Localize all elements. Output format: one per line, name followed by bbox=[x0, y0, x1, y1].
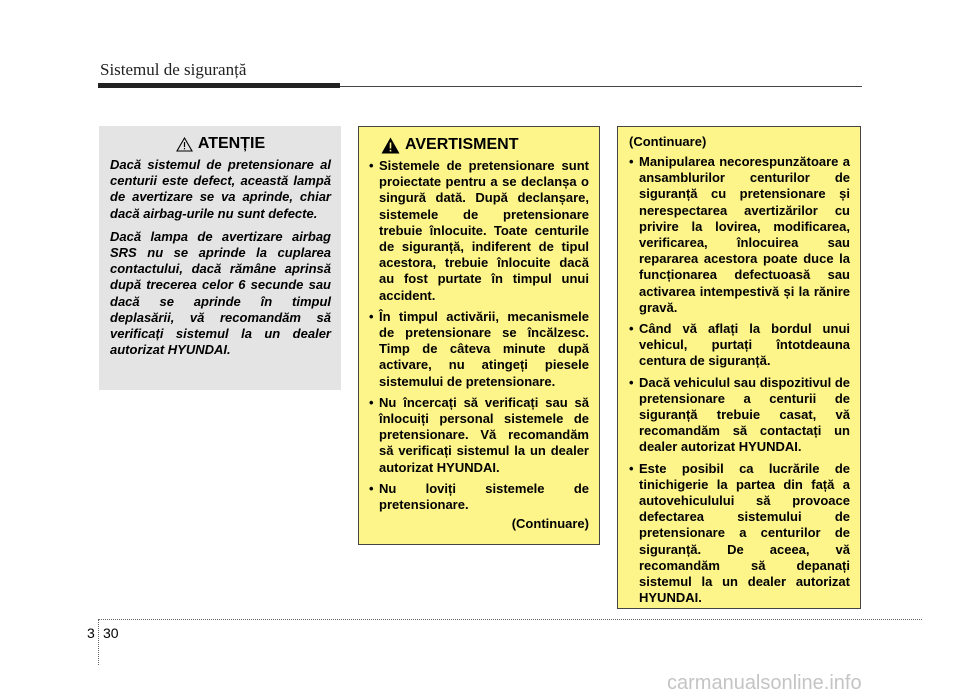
chapter-number: 3 bbox=[87, 625, 95, 641]
continued-heading: (Continuare) bbox=[629, 134, 707, 149]
warning-list-item: • Nu loviți sistemele de pretensionare. bbox=[369, 481, 589, 513]
continued-label: (Continuare) bbox=[511, 516, 589, 532]
caution-triangle-icon bbox=[176, 137, 193, 152]
header-rule-thick bbox=[98, 83, 340, 88]
warning-list-item: • Este posibil ca lucrările de tinichigerie la partea din față a autovehiculului să provoace defectarea sistemului de pretensionare a centurilor de siguranță. De aceea, vă recomandăm să depanați sistemul la un dealer autorizat HYUNDAI. bbox=[629, 461, 850, 607]
warning-heading-label: AVERTISMENT bbox=[405, 136, 519, 153]
caution-paragraph: Dacă lampa de avertizare airbag SRS nu se aprinde la cuplarea contactului, dacă rămâne aprinsă după trecerea celor 6 secunde sau dacă se aprinde în timpul deplasării, vă recomandăm să verificați sistemul la un dealer autorizat HYUNDAI. bbox=[110, 228, 331, 358]
caution-box bbox=[99, 126, 341, 390]
warning-continued-list bbox=[629, 154, 850, 606]
footer-dotted-divider bbox=[98, 619, 99, 665]
warning-list bbox=[369, 158, 589, 513]
warning-list-item: • În timpul activării, mecanismele de pretensionare se încălzesc. Timp de câteva minute după activare, nu atingeți piesele sistemului de pretensionare. bbox=[369, 309, 589, 390]
page-number: 30 bbox=[103, 625, 119, 641]
warning-list-item: • Când vă aflați la bordul unui vehicul, purtați întotdeauna centura de siguranță. bbox=[629, 321, 850, 370]
warning-list-item: • Dacă vehiculul sau dispozitivul de pretensionare a centurii de siguranță trebuie casat, vă recomandăm să contactați un dealer autorizat HYUNDAI. bbox=[629, 375, 850, 456]
watermark: carmanualsonline.info bbox=[667, 672, 862, 694]
warning-list-item: • Nu încercați să verificați sau să înlocuiți personal sistemele de pretensionare. Vă recomandăm să verificați sistemul la un dealer autorizat HYUNDAI. bbox=[369, 395, 589, 476]
page-header-title: Sistemul de siguranță bbox=[100, 60, 247, 79]
caution-heading bbox=[110, 135, 331, 153]
caution-heading-label: ATENȚIE bbox=[197, 135, 266, 152]
warning-box bbox=[358, 126, 600, 545]
header-rule-thin bbox=[340, 86, 862, 87]
warning-list-item: • Manipularea necorespunzătoare a ansamblurilor centurilor de siguranță cu pretensionare și nerespectarea avertizărilor cu privire la lovirea, modificarea, verificarea, înlocuirea sau repararea acestora poate duce la funcționarea defectuoasă sau activarea intempestivă și la rănire gravă. bbox=[629, 154, 850, 316]
caution-paragraph: Dacă sistemul de pretensionare al centurii este defect, această lampă de avertizare se va aprinde, chiar dacă airbag-urile nu sunt defecte. bbox=[110, 157, 331, 221]
warning-heading bbox=[381, 136, 589, 154]
warning-continued-box bbox=[617, 126, 861, 609]
footer-dotted-rule bbox=[98, 619, 922, 620]
warning-triangle-icon bbox=[381, 137, 400, 154]
warning-list-item: • Sistemele de pretensionare sunt proiectate pentru a se declanșa o singură dată. După declanșare, sistemele de pretensionare trebuie înlocuite. Toate centurile de siguranță, indiferent de tipul acestora, trebuie înlocuite dacă au fost purtate în timpul unui accident. bbox=[369, 158, 589, 304]
